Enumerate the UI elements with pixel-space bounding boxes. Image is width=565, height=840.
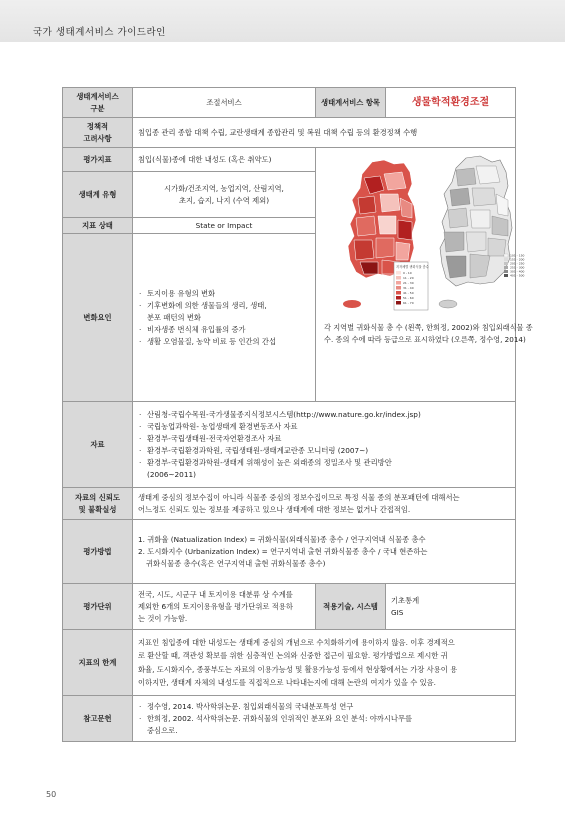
indicator-table [62, 87, 533, 742]
ecosystem-type-line: 시가화/건조지역, 농업지역, 산림지역, [164, 183, 284, 193]
indicator-value: 침입(식물)종에 대한 내성도 (혹은 취약도) [133, 148, 316, 172]
maps-area [324, 154, 533, 354]
korea-maps-figure [324, 154, 536, 319]
unit-line: 전국, 시도, 시군구 내 토지이용 대분류 상 수계를 [138, 589, 293, 599]
unit-line: 제외한 6개의 토지이용유형을 평가단위로 적용하 [138, 601, 293, 611]
reliability-line: 어느정도 신뢰도 있는 정보를 제공하고 있으나 생태계에 대한 정보는 없거나 간접적임. [138, 504, 411, 514]
label-limits: 지표의 한계 [63, 630, 133, 696]
legend-left-7: 61 - 70 [403, 301, 414, 305]
label-indicator: 평가지표 [63, 148, 133, 172]
ecosystem-type-value [133, 172, 316, 218]
label-unit: 평가단위 [63, 584, 133, 630]
service-value: 조절서비스 [133, 88, 316, 118]
label-line: 고려사항 [83, 133, 112, 143]
legend-title: 지자체별 귀화식물 총수 [396, 265, 429, 269]
limits-value [133, 630, 516, 696]
label-service-item: 생태계서비스 항목 [316, 88, 386, 118]
sources-cell [133, 402, 516, 488]
source-item: (2006~2011) [147, 469, 196, 479]
page-number: 50 [46, 790, 57, 799]
tech-value [386, 584, 516, 630]
label-reliability [63, 488, 133, 520]
label-line: 구분 [90, 103, 105, 113]
maps-cell [316, 148, 533, 402]
unit-value [133, 584, 316, 630]
legend-left-5: 41 - 50 [403, 291, 414, 295]
limits-line: 이하지만, 생태계 자체의 내성도를 직접적으로 나타내는지에 대해 논란의 여지가 있을 수 있음. [138, 678, 437, 687]
legend-right-5: 301 - 400 [510, 269, 525, 274]
factors-list [138, 288, 310, 348]
row-method [63, 520, 516, 584]
label-policy [63, 118, 133, 148]
method-line: 1. 귀화율 (Natualization Index) = 귀화식물(외래식물)종 총수 / 연구지역내 식물종 총수 [138, 534, 426, 544]
label-line: 정책적 [86, 121, 109, 131]
factors-list-cell [133, 234, 316, 402]
legend-right-2: 151 - 200 [510, 257, 525, 262]
label-line: 생태계서비스 [76, 91, 119, 101]
label-factors: 변화요인 [63, 234, 133, 402]
sources-list [138, 409, 510, 481]
factor-item: · 비자생종 번식체 유입률의 증가 [138, 324, 310, 336]
method-value [133, 520, 516, 584]
legend-left-4: 31 - 40 [403, 286, 414, 290]
legend-right-1: 101 - 150 [510, 253, 525, 258]
label-ecosystem-type: 생태계 유형 [63, 172, 133, 218]
label-sources: 자료 [63, 402, 133, 488]
label-line: 및 불확실성 [78, 504, 117, 514]
limits-line: 지표인 침입종에 대한 내성도는 생태계 중심의 개념으로 수치화하기에 용이하지 않음. 이후 경제적으 [138, 637, 455, 647]
label-line: 자료의 신뢰도 [75, 492, 120, 502]
legend-left-1: 0 - 10 [403, 271, 412, 275]
source-item: · 산림청-국립수목원-국가생물종지식정보시스템(http://www.nature.go.kr/index.jsp) [138, 409, 510, 421]
row-limits [63, 630, 516, 696]
row-service [63, 88, 516, 118]
label-references: 참고문헌 [63, 696, 133, 742]
label-tech: 적용기술, 시스템 [316, 584, 386, 630]
tech-line: GIS [391, 607, 404, 617]
label-state: 지표 상태 [63, 218, 133, 234]
factor-item: · 생활 오염물질, 농약 비료 등 인간의 간섭 [138, 336, 310, 348]
ecosystem-type-line: 초지, 습지, 나지 (수역 제외) [178, 195, 270, 205]
method-line: 2. 도시화지수 (Urbanization Index) = 연구지역내 출현 귀화식물종 총수 / 국내 현존하는 [138, 546, 428, 556]
reference-item: · 정수영, 2014. 박사학위논문. 침입외래식물의 국내분포특성 연구 [138, 701, 510, 713]
left-map [343, 160, 429, 310]
source-item: · 환경부-국립생태원-전국자연환경조사 자료 [138, 433, 510, 445]
row-unit [63, 584, 516, 630]
factor-item: 분포 패턴의 변화 [147, 312, 201, 322]
document-title: 국가 생태계서비스 가이드라인 [33, 27, 166, 38]
unit-line: 는 것이 가능함. [138, 613, 188, 623]
legend-right-3: 201 - 250 [510, 261, 525, 266]
policy-value: 침입종 관리 종합 대책 수립, 교란생태계 종합관리 및 복원 대책 수립 등의 환경정책 수행 [133, 118, 516, 148]
references-cell [133, 696, 516, 742]
reliability-value [133, 488, 516, 520]
service-item-value: 생물학적환경조절 [386, 88, 516, 118]
source-item: · 환경부-국립환경과학원-생태계 위해성이 높은 외래종의 정밀조사 및 관리방안 [138, 457, 510, 469]
legend-right-4: 251 - 300 [510, 265, 525, 270]
references-list [138, 701, 510, 737]
page-header [0, 0, 565, 42]
right-map [439, 156, 525, 308]
reliability-line: 생태계 중심의 정보수집이 아니라 식물종 중심의 정보수집이므로 특정 식물 종의 분포패턴에 대해서는 [138, 492, 460, 502]
maps-caption: 각 지역별 귀화식물 총 수 (왼쪽, 한희정, 2002)와 침입외래식물 종수. 종의 수에 따라 등급으로 표시하였다 (오른쪽, 정수영, 2014) [324, 323, 533, 344]
row-reliability [63, 488, 516, 520]
reference-item: · 한희정, 2002. 석사학위논문. 귀화식물의 인위적인 분포와 요인 분석: 야까시나무를 [138, 713, 510, 725]
legend-left-2: 11 - 20 [403, 276, 414, 280]
factor-item: · 기후변화에 의한 생물들의 생리, 생태, [138, 300, 310, 312]
tech-line: 기초통계 [391, 595, 420, 605]
method-line: 귀화식물종 총수(혹은 연구지역내 출현 귀화식물종 총수) [146, 558, 326, 568]
row-policy [63, 118, 516, 148]
row-sources [63, 402, 516, 488]
label-service [63, 88, 133, 118]
legend-left-3: 21 - 30 [403, 281, 414, 285]
limits-line: 로 환산할 때, 객관성 확보를 위한 심층적인 논의와 신중한 접근이 필요함. 평가방법으로 제시한 귀 [138, 651, 448, 660]
legend-right-6: 401 - 500 [510, 273, 525, 278]
row-indicator [63, 148, 516, 172]
factor-item: · 토지이용 유형의 변화 [138, 288, 310, 300]
source-item: · 국립농업과학원- 농업생태계 환경변동조사 자료 [138, 421, 510, 433]
reference-item: 중심으로. [147, 725, 178, 735]
limits-line: 화율, 도시화지수, 종풍부도는 자료의 이용가능성 및 활용가능성 등에서 현상황에서는 가장 사용이 용 [138, 664, 458, 674]
legend-left-6: 51 - 60 [403, 296, 414, 300]
source-item: · 환경부-국립환경과학원, 국립생태원-생태계교란종 모니터링 (2007~) [138, 445, 510, 457]
label-method: 평가방법 [63, 520, 133, 584]
state-value: State or Impact [133, 218, 316, 234]
row-references [63, 696, 516, 742]
